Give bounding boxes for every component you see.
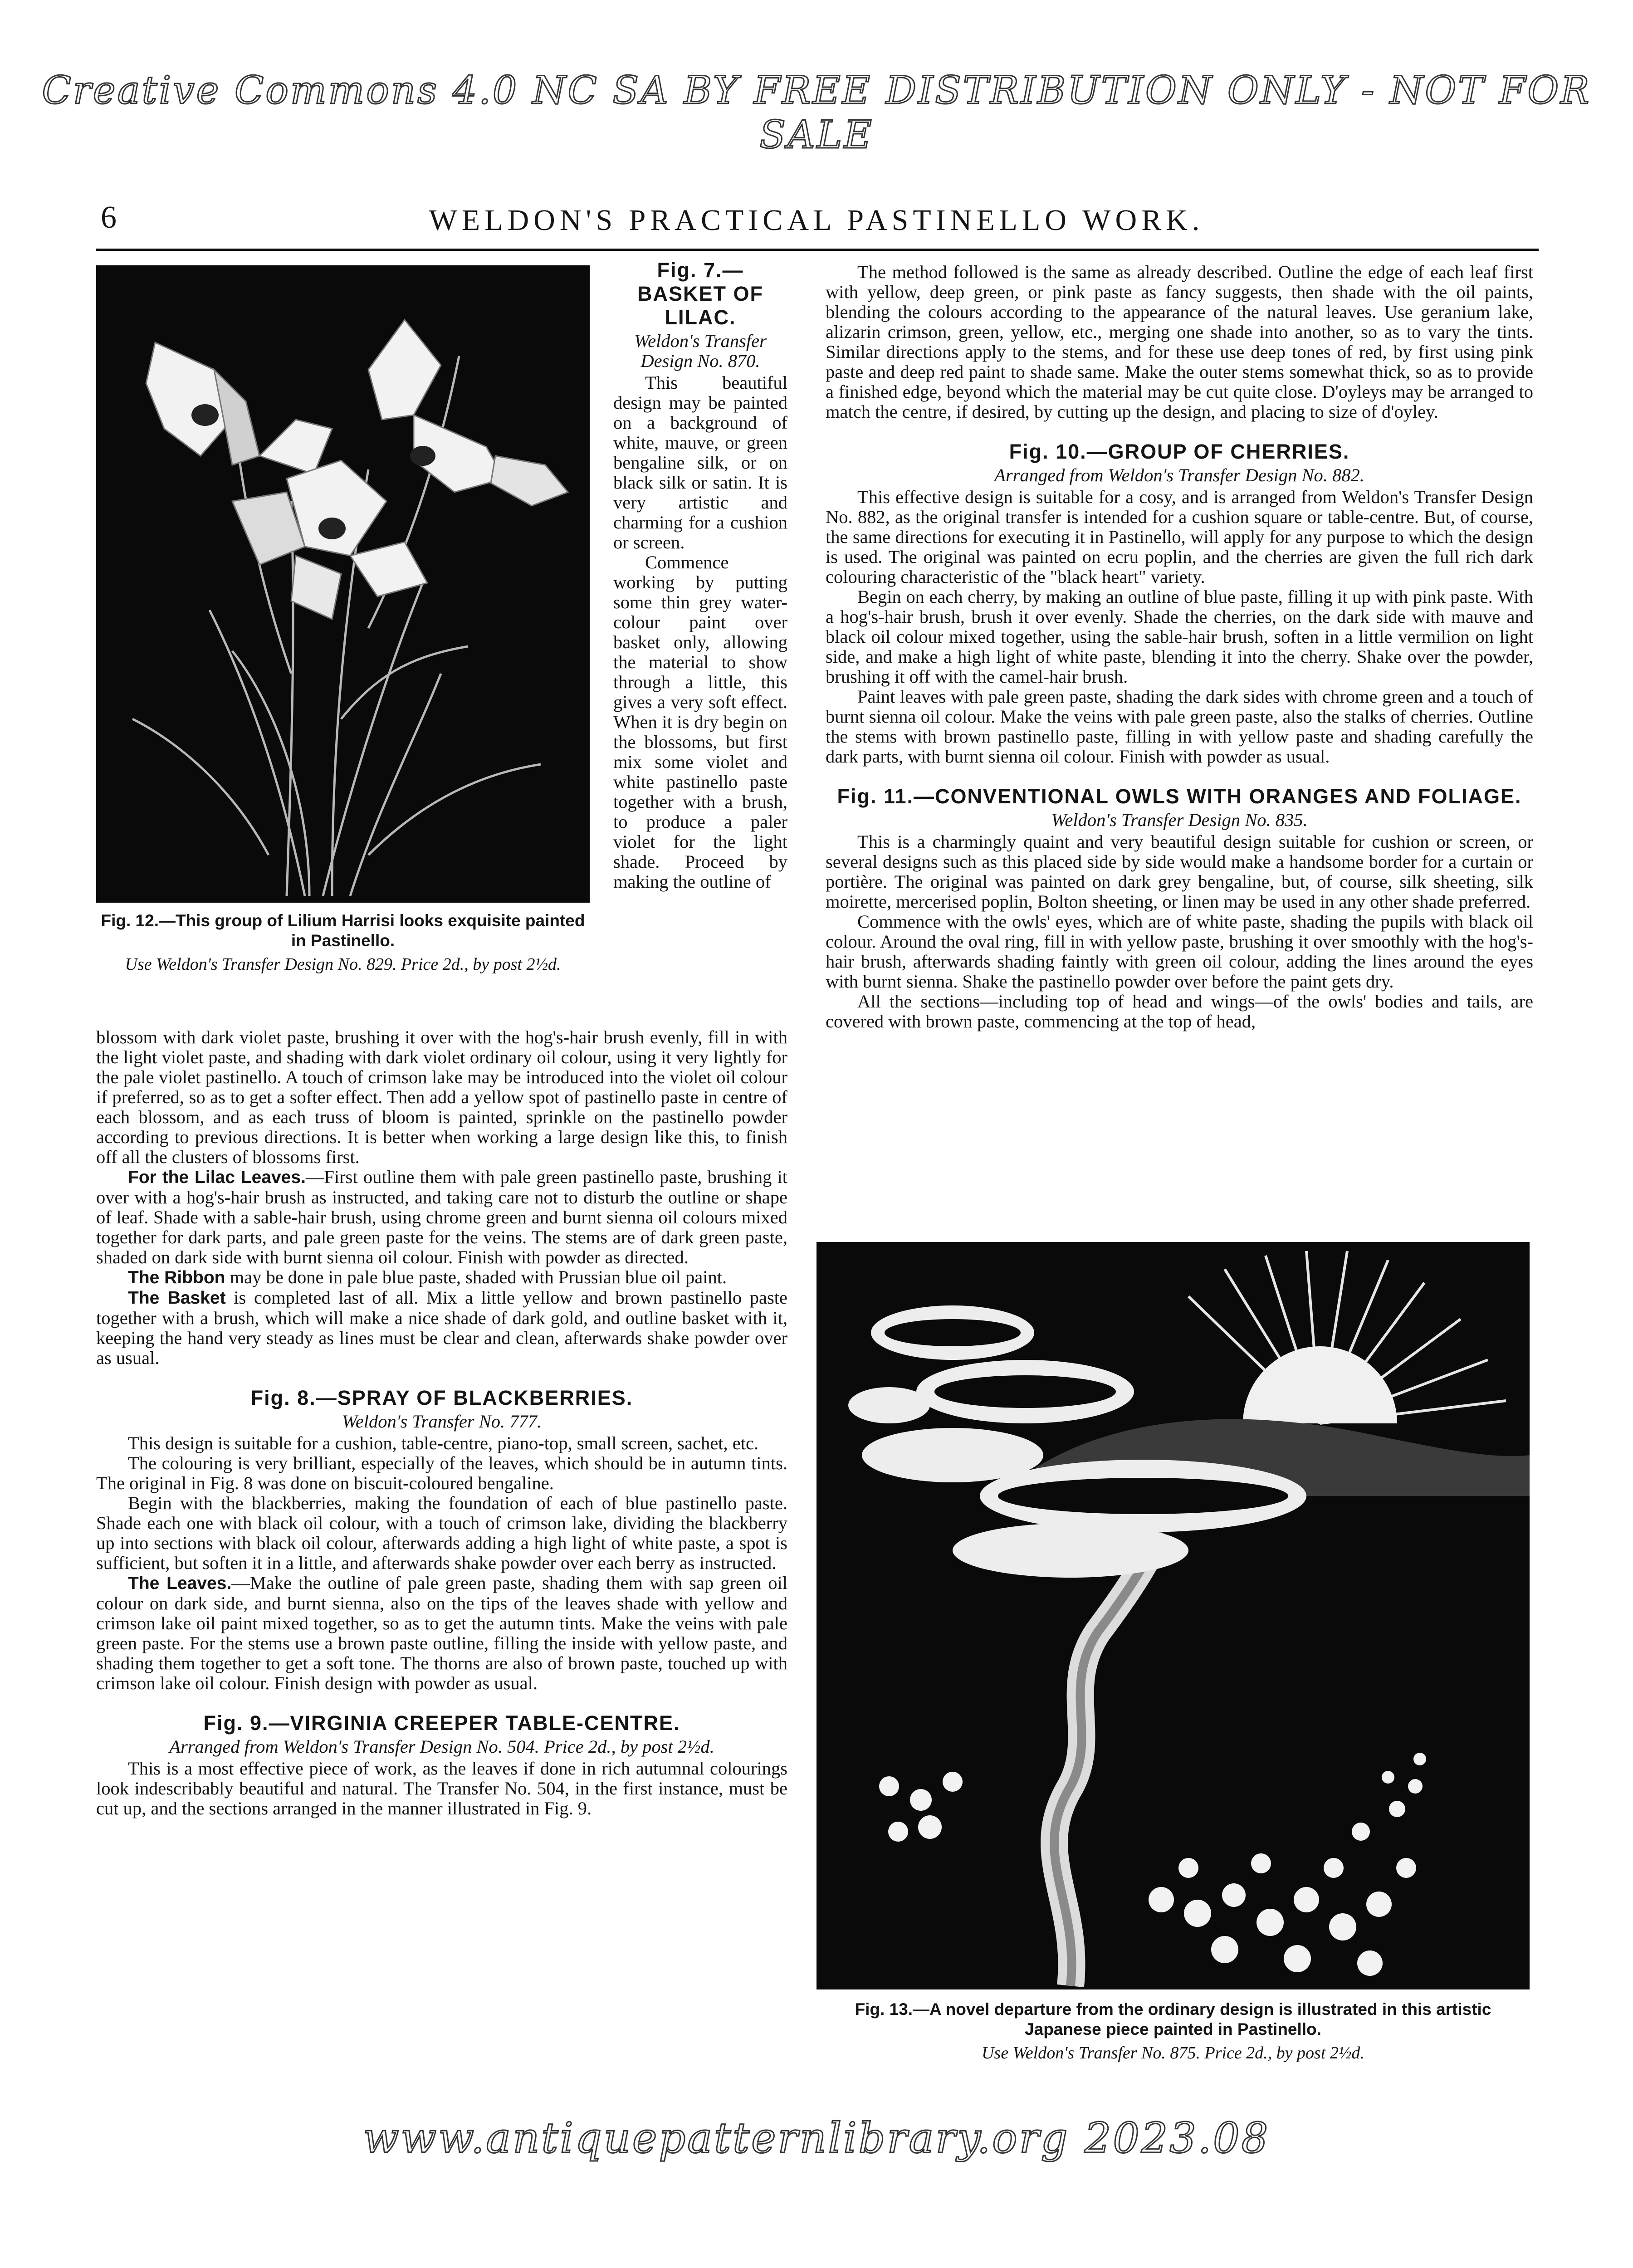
fig11-paragraph-1: This is a charmingly quaint and very beautiful design suitable for cushion or screen, or several designs such as this placed side by side would make a handsome border for a curtain or portière. The original was painted on dark grey bengaline, but, of course, silk sheeting, silk moirette, mercerised poplin, Bolton sheeting, or linen may be used in any other shade preferred. bbox=[826, 831, 1533, 912]
fig7-paragraph-2: Commence working by putting some thin grey water-colour paint over basket only, allowing the material to show through a little, this gives a very soft effect. When it is dry begin on the blossoms, but first mix some violet and white pastinello paste together with a brush, to produce a paler violet for the light shade. Proceed by making the outline of bbox=[613, 552, 787, 892]
ribbon-text: may be done in pale blue paste, shaded with Prussian blue oil paint. bbox=[225, 1267, 727, 1287]
fig10-paragraph-1: This effective design is suitable for a cosy, and is arranged from Weldon's Transfer Design No. 882, as the original transfer is intended for a cushion square or table-centre. But, of course, the same directions for executing it in Pastinello, will apply for any purpose to which the design is used. The original was painted on ecru poplin, and the cherries are given the full rich dark colouring characteristic of the "black heart" variety. bbox=[826, 487, 1533, 587]
right-intro-paragraph: The method followed is the same as already described. Outline the edge of each leaf first with yellow, deep green, or pink paste as fancy suggests, then shade with the oil paints, blending the colours according to the appearance of the natural leaves. Use geranium lake, alizarin crimson, green, yellow, etc., merging one shade into another, so as to vary the tints. Similar directions apply to the stems, and for these use deep tones of red, by first using pink paste and deep red paint to shade same. Make the outer stems somewhat thick, so as to provide a finished edge, beyond which the material may be cut quite close. D'oyleys may be arranged to match the centre, if desired, by cutting up the design, and placing to size of d'oyley. bbox=[826, 262, 1533, 422]
right-column bbox=[826, 262, 1533, 1031]
fig12-caption-credit: Use Weldon's Transfer Design No. 829. Price 2d., by post 2½d. bbox=[125, 955, 561, 974]
fig9-paragraph-1: This is a most effective piece of work, as the leaves if done in rich autumnal colourings look indescribably beautiful and natural. The Transfer No. 504, in the first instance, must be cut up, and the sections arranged in the manner illustrated in Fig. 9. bbox=[96, 1758, 787, 1818]
fig8-subheading: Weldon's Transfer No. 777. bbox=[342, 1411, 542, 1432]
lilac-leaves-run-in: For the Lilac Leaves. bbox=[128, 1168, 306, 1187]
fig12-caption-title: Fig. 12.—This group of Lilium Harrisi looks exquisite painted in Pastinello. bbox=[101, 911, 585, 950]
fig10-heading: Fig. 10.—GROUP OF CHERRIES. bbox=[1009, 440, 1350, 463]
basket-run-in: The Basket bbox=[128, 1288, 226, 1308]
running-head: WELDON'S PRACTICAL PASTINELLO WORK. bbox=[429, 204, 1204, 237]
fig7-heading: Fig. 7.— BASKET OF LILAC. bbox=[637, 259, 763, 329]
fig10-paragraph-2: Begin on each cherry, by making an outline of blue paste, filling it up with pink paste. With a hog's-hair brush, brush it over evenly. Shade the cherries, on the dark side with mauve and black oil colour mixed together, using the sable-hair brush, soften in a little vermilion on light side, and make a high light of white paste, blending it into the cherry. Shake over the powder, brushing it off with the camel-hair brush. bbox=[826, 587, 1533, 687]
lilac-leaves-paragraph bbox=[96, 1167, 787, 1267]
fig13-japanese-tree-illustration bbox=[816, 1242, 1530, 1989]
fig8-leaves-run-in: The Leaves. bbox=[128, 1574, 232, 1593]
basket-paragraph bbox=[96, 1288, 787, 1368]
fig8-leaves-paragraph bbox=[96, 1573, 787, 1693]
fig8-paragraph-1: This design is suitable for a cushion, table-centre, piano-top, small screen, sachet, etc. bbox=[128, 1433, 759, 1453]
header-rule bbox=[96, 249, 1539, 251]
fig8-paragraph-3: Begin with the blackberries, making the foundation of each of blue pastinello paste. Shade each one with black oil colour, with a touch of crimson lake, dividing the blackberry up into sections with black oil colour, afterwards adding a high light of white paste, a spot is sufficient, but soften it in a little, and afterwards shake powder over each berry as instructed. bbox=[96, 1493, 787, 1573]
fig11-paragraph-3: All the sections—including top of head and wings—of the owls' bodies and tails, are covered with brown paste, commencing at the top of head, bbox=[826, 991, 1533, 1031]
left-column-lower bbox=[96, 1027, 787, 1818]
ribbon-paragraph bbox=[96, 1267, 787, 1288]
fig10-paragraph-3: Paint leaves with pale green paste, shading the dark sides with chrome green and a touch of burnt sienna oil colour. Make the veins with pale green paste, also the stalks of cherries. Outline the stems with brown pastinello paste, filling in with yellow paste and shading carefully the dark parts, with burnt sienna oil colour. Finish with powder as usual. bbox=[826, 686, 1533, 767]
fig7-paragraph-1: This beautiful design may be painted on a background of white, mauve, or green bengaline silk, or on black silk or satin. It is very artistic and charming for a cushion or screen. bbox=[613, 372, 787, 552]
basket-text: is completed last of all. Mix a little yellow and brown pastinello paste together with a brush, which will make a nice shade of dark gold, and outline basket with it, keeping the hand very steady as lines must be clear and clean, afterwards shake powder over as usual. bbox=[96, 1287, 787, 1368]
fig8-leaves-text: —Make the outline of pale green paste, shading them with sap green oil colour on dark side, and burnt sienna, also on the tips of the leaves shade with yellow and crimson lake oil paint mixed together, so as to get the autumn tints. Make the veins with pale green paste. For the stems use a brown paste outline, filling the inside with yellow paste, and shading them together to get a soft tone. The thorns are also of brown paste, touched up with crimson lake oil colour. Finish design with powder as usual. bbox=[96, 1573, 787, 1693]
fig13-caption-title: Fig. 13.—A novel departure from the ordinary design is illustrated in this artistic Japanese piece painted in Pastinello. bbox=[855, 2000, 1491, 2038]
fig11-paragraph-2: Commence with the owls' eyes, which are of white paste, shading the pupils with black oil colour. Around the oval ring, fill in with yellow paste, brushing it over smoothly with the hog's-hair brush, afterwards shading faintly with green oil colour, adding the lines around the eyes with burnt sienna. Shake the pastinello powder over before the paint gets dry. bbox=[826, 911, 1533, 992]
fig7-paragraph-2-continued: blossom with dark violet paste, brushing it over with the hog's-hair brush evenly, fill in with the light violet paste, and shading with dark violet ordinary oil colour, using it very lightly for the pale violet pastinello. A touch of crimson lake may be introduced into the violet oil colour if preferred, so as to get a softer effect. Then add a yellow spot of pastinello paste in centre of each blossom, and as each truss of bloom is painted, sprinkle on the pastinello powder according to previous directions. It is better when working a large design like this, to finish off all the clusters of blossoms first. bbox=[96, 1027, 787, 1167]
fig7-narrow-column bbox=[613, 259, 787, 892]
fig10-subheading: Arranged from Weldon's Transfer Design No. 882. bbox=[994, 465, 1364, 485]
fig13-caption bbox=[816, 1999, 1530, 2063]
license-banner: Creative Commons 4.0 NC SA BY FREE DISTRIBUTION ONLY - NOT FOR SALE bbox=[42, 68, 1591, 157]
fig8-paragraph-2: The colouring is very brilliant, especially of the leaves, which should be in autumn tints. The original in Fig. 8 was done on biscuit-coloured bengaline. bbox=[96, 1453, 787, 1493]
fig7-subheading: Weldon's Transfer Design No. 870. bbox=[634, 331, 767, 371]
footer-url: www.antiquepatternlibrary.org 2023.08 bbox=[363, 2114, 1270, 2162]
fig12-caption bbox=[96, 911, 590, 974]
fig9-subheading: Arranged from Weldon's Transfer Design No. 504. Price 2d., by post 2½d. bbox=[169, 1736, 714, 1757]
lilac-leaves-text: —First outline them with pale green pastinello paste, brushing it over with a hog's-hair brush as instructed, and taking care not to disturb the outline or shape of leaf. Shade with a sable-hair brush, using chrome green and burnt sienna oil colours mixed together for dark parts, and pale green paste for the veins. The stems are of dark green paste, shaded on dark side with burnt sienna oil colour. Finish with powder as directed. bbox=[96, 1167, 787, 1267]
ribbon-run-in: The Ribbon bbox=[128, 1268, 225, 1287]
fig11-subheading: Weldon's Transfer Design No. 835. bbox=[1051, 810, 1308, 830]
fig13-caption-credit: Use Weldon's Transfer No. 875. Price 2d., by post 2½d. bbox=[982, 2043, 1364, 2063]
fig12-lily-illustration bbox=[96, 265, 590, 903]
fig8-heading: Fig. 8.—SPRAY OF BLACKBERRIES. bbox=[250, 1386, 633, 1409]
fig9-heading: Fig. 9.—VIRGINIA CREEPER TABLE-CENTRE. bbox=[203, 1711, 680, 1735]
page-number: 6 bbox=[101, 200, 117, 235]
fig11-heading: Fig. 11.—CONVENTIONAL OWLS WITH ORANGES AND FOLIAGE. bbox=[837, 785, 1522, 808]
